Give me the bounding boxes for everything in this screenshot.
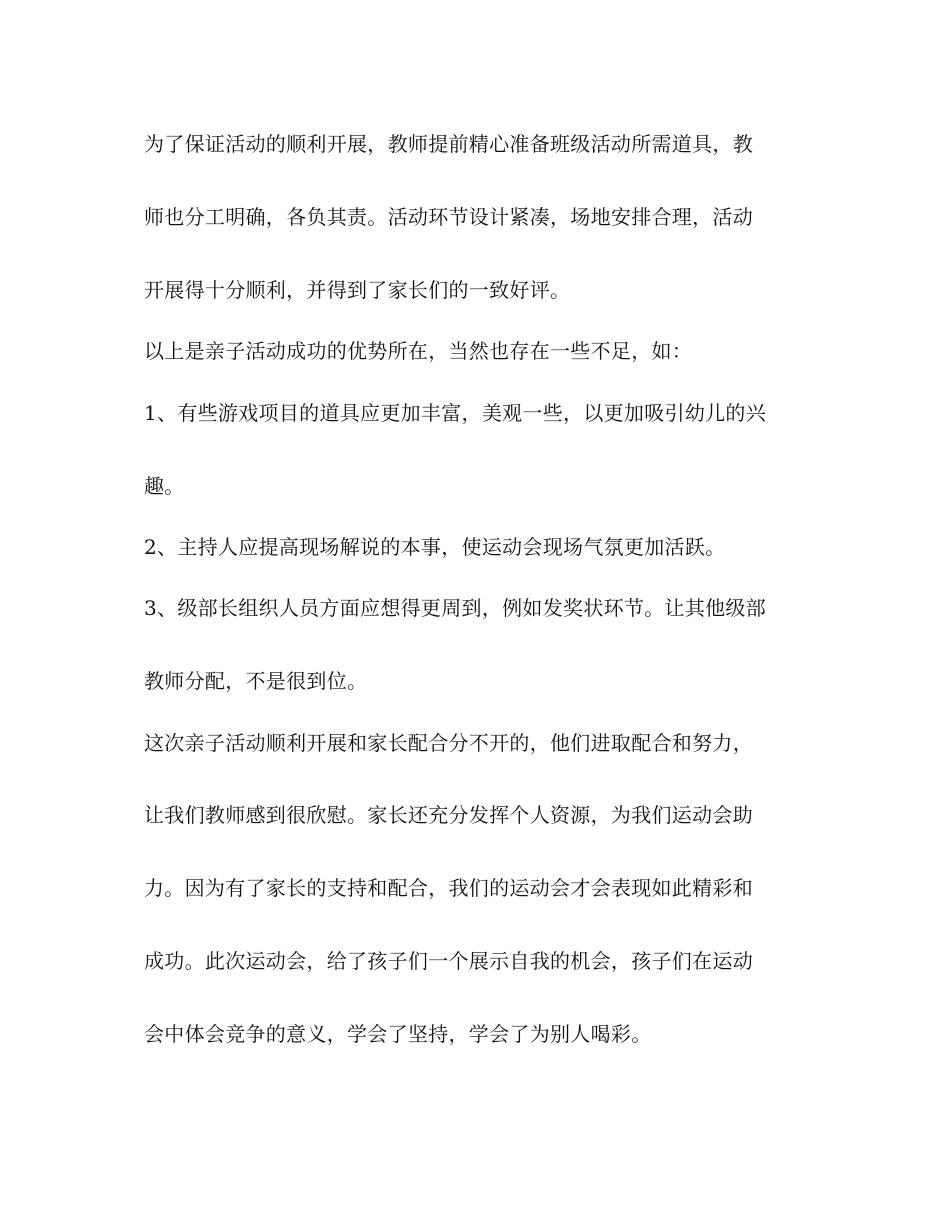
list-item-3-line-2: 教师分配，不是很到位。	[144, 669, 368, 693]
paragraph-1-line-3: 开展得十分顺利，并得到了家长们的一致好评。	[144, 278, 571, 302]
list-item-1-line-2: 趣。	[144, 474, 185, 498]
paragraph-3-line-4: 成功。此次运动会，给了孩子们一个展示自我的机会，孩子们在运动	[144, 949, 753, 973]
paragraph-3-line-2: 让我们教师感到很欣慰。家长还充分发挥个人资源，为我们运动会助	[144, 803, 753, 827]
list-item-2-line-1: 2、主持人应提高现场解说的本事，使运动会现场气氛更加活跃。	[144, 535, 726, 559]
paragraph-3-line-1: 这次亲子活动顺利开展和家长配合分不开的，他们进取配合和努力，	[144, 731, 753, 755]
paragraph-1-line-1: 为了保证活动的顺利开展，教师提前精心准备班级活动所需道具，教	[144, 132, 753, 156]
paragraph-3-line-3: 力。因为有了家长的支持和配合，我们的运动会才会表现如此精彩和	[144, 876, 753, 900]
paragraph-1-line-2: 师也分工明确，各负其责。活动环节设计紧凑，场地安排合理，活动	[144, 205, 753, 229]
list-item-1-line-1: 1、有些游戏项目的道具应更加丰富，美观一些，以更加吸引幼儿的兴	[144, 401, 767, 425]
list-item-3-line-1: 3、级部长组织人员方面应想得更周到，例如发奖状环节。让其他级部	[144, 596, 767, 620]
paragraph-2-line-1: 以上是亲子活动成功的优势所在，当然也存在一些不足，如：	[144, 339, 693, 363]
paragraph-3-line-5: 会中体会竞争的意义，学会了坚持，学会了为别人喝彩。	[144, 1022, 652, 1046]
